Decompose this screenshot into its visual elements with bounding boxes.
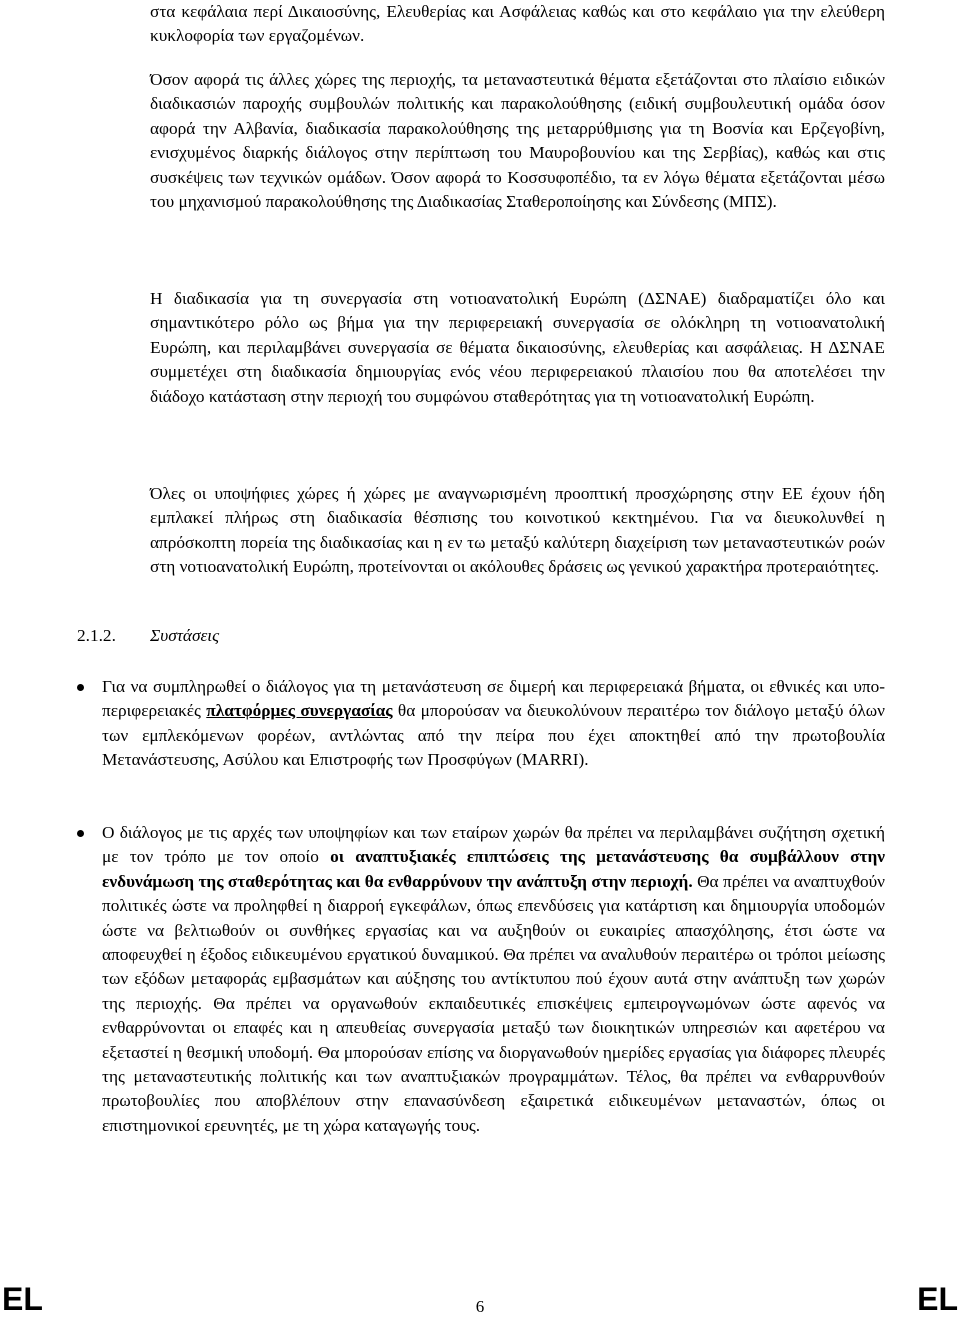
bullet-text bbox=[102, 821, 885, 1138]
section-title: Συστάσεις bbox=[150, 626, 220, 645]
section-number: 2.1.2. bbox=[77, 626, 116, 645]
footer-language-right: EL bbox=[917, 1281, 958, 1317]
bullet-text-part: θα μπορούσαν να διευκολύνουν περαιτέρω τον διάλογο μεταξύ όλων των εμπλεκόμενων φορέων, αντλώντας από την πείρα που έχει αποκτηθεί από την πρωτοβουλία Μετανάστευσης, Ασύλου και Επιστροφής των Προσφύγων (MARRI). bbox=[102, 701, 885, 770]
bullet-emphasis: οι αναπτυξιακές επιπτώσεις της μετανάστευσης θα συμβάλλουν στην ενδυνάμωση της σταθερότητας και θα ενθαρρύνουν την ανάπτυξη στην περιοχή. bbox=[102, 847, 885, 891]
bullet-text-part: Για να συμπληρωθεί ο διάλογος για τη μετανάστευση σε διμερή και περιφερειακά βήματα, οι εθνικές και υπο-περιφερειακές bbox=[102, 677, 885, 721]
page-number: 6 bbox=[475, 1297, 485, 1316]
paragraph-dsnae: Η διαδικασία για τη συνεργασία στη νοτιοανατολική Ευρώπη (ΔΣΝΑΕ) διαδραματίζει όλο και σημαντικότερο ρόλο ως βήμα για την περιφερειακή συνεργασία σε ολόκληρη τη νοτιοανατολική Ευρώπη, και περιλαμβάνει συνεργασία σε θέματα δικαιοσύνης, ελευθερίας και ασφάλειας. Η ΔΣΝΑΕ συμμετέχει στη διαδικασία δημιουργίας ενός νέου περιφερειακού πλαισίου που θα αποτελέσει την διάδοχο κατάσταση στην περιοχή του συμφώνου σταθερότητας για τη νοτιοανατολική Ευρώπη. bbox=[150, 289, 885, 406]
bullet-icon bbox=[77, 830, 84, 837]
paragraph-other-countries: Όσον αφορά τις άλλες χώρες της περιοχής, τα μεταναστευτικά θέματα εξετάζονται στο πλαίσιο ειδικών διαδικασιών παροχής συμβουλών πολιτικής και παρακολούθησης (ειδική συμβουλευτική ομάδα όσον αφορά την Αλβανία, διαδικασία παρακολούθησης της μεταρρύθμισης για τη Βοσνία και Ερζεγοβίνη, ενισχυμένος διαρκής διάλογος στην περίπτωση του Μαυροβουνίου και της Σερβίας), καθώς και στις συσκέψεις των τεχνικών ομάδων. Όσον αφορά το Κοσσυφοπέδιο, τα εν λόγω θέματα εξετάζονται μέσω του μηχανισμού παρακολούθησης της Διαδικασίας Σταθεροποίησης και Σύνδεσης (ΜΠΣ). bbox=[150, 70, 885, 212]
paragraph-intro: στα κεφάλαια περί Δικαιοσύνης, Ελευθερίας και Ασφάλειας καθώς και στο κεφάλαιο για την ελεύθερη κυκλοφορία των εργαζομένων. bbox=[150, 2, 885, 46]
bullet-text-part: Ο διάλογος με τις αρχές των υποψηφίων και των εταίρων χωρών θα πρέπει να περιλαμβάνει συζήτηση σχετική με τον τρόπο με τον οποίο bbox=[102, 823, 885, 867]
section-heading bbox=[77, 624, 219, 648]
bullet-icon bbox=[77, 684, 84, 691]
footer-language-left: EL bbox=[2, 1281, 43, 1317]
bullet-emphasis: πλατφόρμες συνεργασίας bbox=[206, 701, 393, 721]
bullet-text bbox=[102, 675, 885, 773]
bullet-text-part: Θα πρέπει να αναπτυχθούν πολιτικές ώστε να προληφθεί η διαρροή εγκεφάλων, όπως επενδύσεις για κατάρτιση και δημιουργία υποδομών ώστε να βελτιωθούν οι συνθήκες εργασίας και να αυξηθούν οι ευκαιρίες απασχόλησης, έτσι ώστε να αποφευχθεί η έξοδος ειδικευμένου εργατικού δυναμικού. Θα πρέπει να αναλυθούν περαιτέρω οι τρόποι μείωσης των εξόδων μεταφοράς εμβασμάτων και αύξησης του αντίκτυπου πού έχουν αυτά στην ανάπτυξη των χωρών της περιοχής. Θα πρέπει να οργανωθούν εκπαιδευτικές επισκέψεις εμπειρογνωμόνων ώστε αφενός να ενθαρρύνονται οι επαφές και η απευθείας συνεργασία μεταξύ των διοικητικών υπηρεσιών και αφετέρου να εξεταστεί η θεσμική υποδομή. Θα μπορούσαν επίσης να διοργανωθούν ημερίδες εργασίας για διάφορες πλευρές της μεταναστευτικής πολιτικής και των αναπτυξιακών προγραμμάτων. Τέλος, θα πρέπει να ενθαρρυνθούν πρωτοβουλίες που αποβλέπουν στην επανασύνδεση εξαιρετικά ειδικευμένων μεταναστών, όπως οι επιστημονικοί ερευνητές, με τη χώρα καταγωγής τους. bbox=[102, 871, 885, 1135]
paragraph-candidate-countries: Όλες οι υποψήφιες χώρες ή χώρες με αναγνωρισμένη προοπτική προσχώρησης στην ΕΕ έχουν ήδη εμπλακεί πλήρως στη διαδικασία θέσπισης του κοινοτικού κεκτημένου. Για να διευκολυνθεί η απρόσκοπτη πορεία της διαδικασίας και η εν τω μεταξύ καλύτερη διαχείριση των μεταναστευτικών ροών στη νοτιοανατολική Ευρώπη, προτείνονται οι ακόλουθες δράσεις ως γενικού χαρακτήρα προτεραιότητες. bbox=[150, 484, 885, 577]
